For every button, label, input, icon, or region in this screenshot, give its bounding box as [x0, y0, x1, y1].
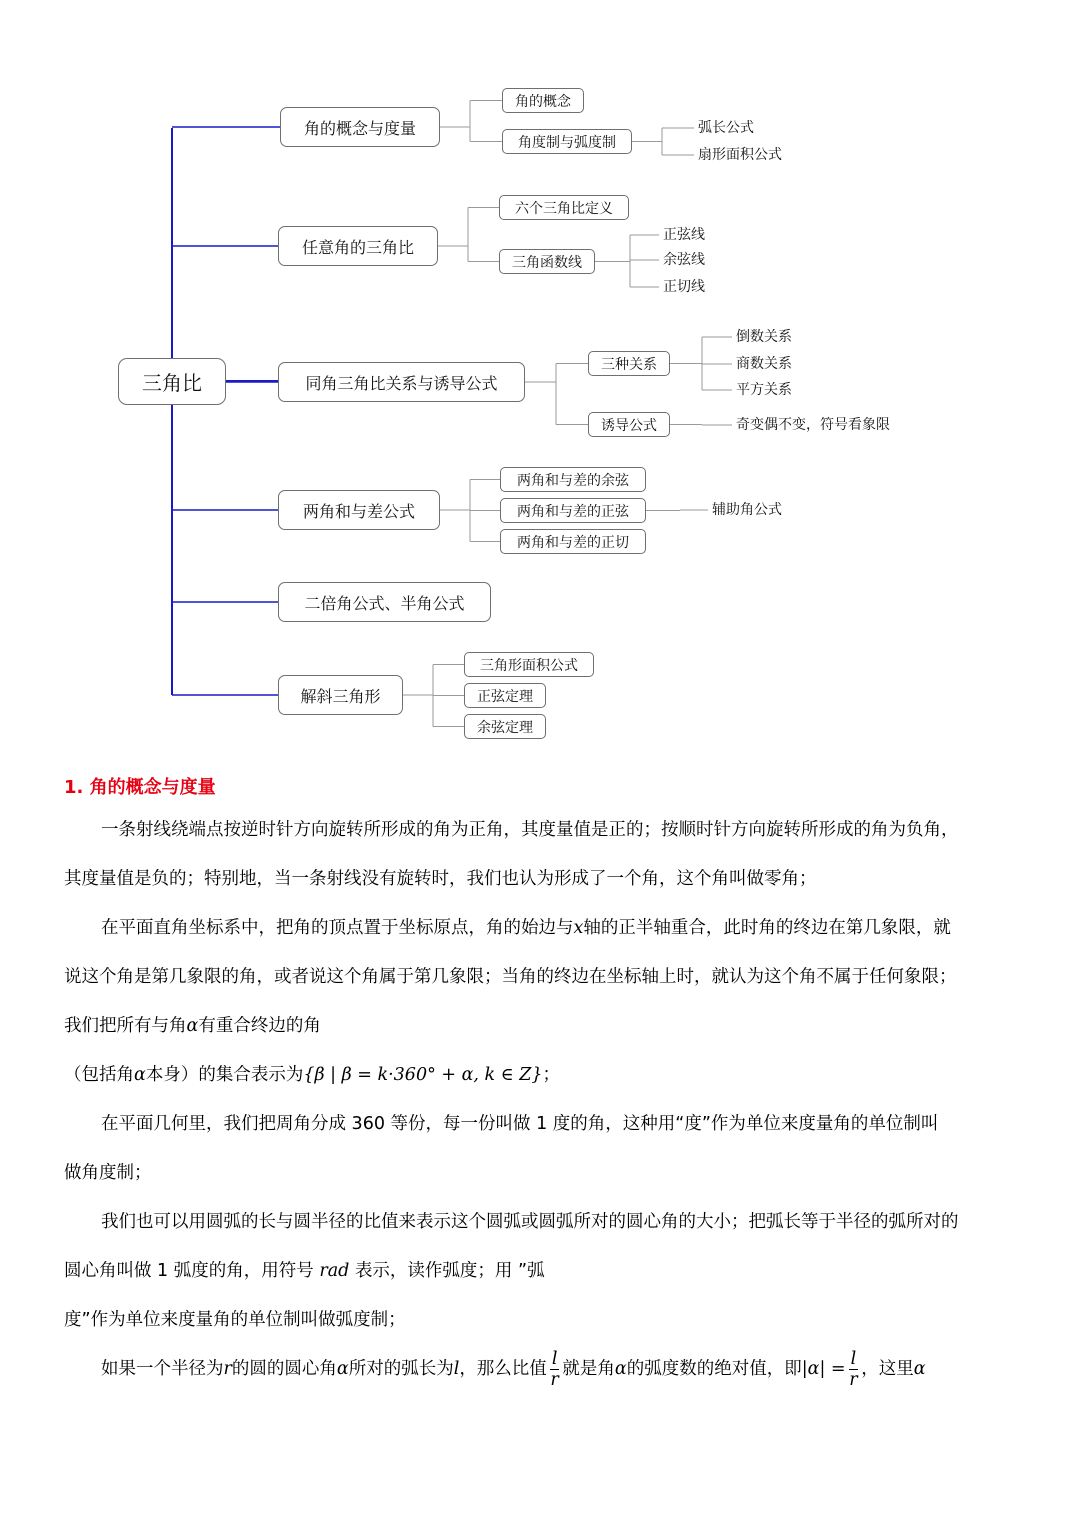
paragraph-3: [64, 1051, 1032, 1100]
root-node: 三角比: [118, 358, 226, 405]
math-abs-alpha: |α| =: [801, 1359, 846, 1379]
paragraph-6: [64, 1345, 1032, 1394]
paragraph-4b: 做角度制；: [64, 1163, 152, 1183]
leaf-node: 辅助角公式: [712, 502, 782, 518]
text: 有重合终边的角: [198, 1016, 321, 1036]
leaf-node: 扇形面积公式: [698, 147, 782, 163]
paragraph-1a: 一条射线绕端点按逆时针方向旋转所形成的角为正角，其度量值是正的；按顺时针方向旋转所形成的角为负角，: [101, 820, 959, 840]
text: 我们把所有与角: [64, 1016, 187, 1036]
text: 在平面直角坐标系中，把角的顶点置于坐标原点，角的始边与: [101, 918, 574, 938]
paragraph-4a: 在平面几何里，我们把周角分成 360 等份，每一份叫做 1 度的角，这种用“度”作为单位来度量角的单位制叫: [101, 1114, 939, 1134]
math-alpha: α: [336, 1359, 349, 1379]
text: 如果一个半径为: [101, 1359, 224, 1379]
section-text: [64, 770, 1032, 1394]
fraction-l-over-r: [849, 1349, 859, 1390]
text: （包括角: [64, 1065, 134, 1085]
leaf-node: 商数关系: [736, 356, 792, 372]
leaf-node: 奇变偶不变，符号看象限: [736, 417, 890, 433]
paragraph-5c: 度”作为单位来度量角的单位制叫做弧度制；: [64, 1310, 406, 1330]
branch-node: 同角三角比关系与诱导公式: [278, 362, 525, 402]
sub-node: 诱导公式: [588, 412, 670, 437]
text: 的弧度数的绝对值，即: [626, 1359, 802, 1379]
paragraph-2a: [64, 904, 1032, 953]
math-r: r: [223, 1359, 232, 1379]
text: 表示，读作弧度；用 ”弧: [354, 1261, 545, 1281]
text: 圆心角叫做 1 弧度的角，用符号: [64, 1261, 314, 1281]
fraction-l-over-r: [550, 1349, 560, 1390]
sub-node: 三种关系: [588, 351, 670, 376]
branch-node: 两角和与差公式: [278, 490, 440, 530]
branch-node: 解斜三角形: [278, 675, 403, 715]
paragraph-1b: 其度量值是负的；特别地，当一条射线没有旋转时，我们也认为形成了一个角，这个角叫做零角；: [64, 869, 817, 889]
sub-node: 两角和与差的正弦: [500, 498, 646, 523]
paragraph-5b: [64, 1247, 1032, 1296]
paragraph-2b: 说这个角是第几象限的角，或者说这个角属于第几象限；当角的终边在坐标轴上时，就认为这个角不属于任何象限；: [64, 967, 957, 987]
sub-node: 六个三角比定义: [499, 195, 629, 220]
sub-node: 两角和与差的正切: [500, 529, 646, 554]
sub-node: 两角和与差的余弦: [500, 467, 646, 492]
math-alpha: α: [913, 1359, 926, 1379]
math-alpha: α: [134, 1065, 146, 1085]
sub-node: 余弦定理: [464, 714, 546, 739]
sub-node: 正弦定理: [464, 683, 546, 708]
section-heading: 1. 角的概念与度量: [64, 777, 216, 798]
text: ；: [542, 1065, 561, 1085]
text: ，这里: [861, 1359, 914, 1379]
math-l: l: [453, 1359, 460, 1379]
fraction-denominator: r: [550, 1369, 559, 1390]
text: 就是角: [562, 1359, 615, 1379]
math-rad: rad: [319, 1261, 350, 1281]
leaf-node: 弧长公式: [698, 120, 754, 136]
sub-node: 角度制与弧度制: [502, 129, 632, 154]
text: ，那么比值: [459, 1359, 547, 1379]
paragraph-2c: [64, 1002, 1032, 1051]
text: 轴的正半轴重合，此时角的终边在第几象限，就: [583, 918, 951, 938]
math-set-formula: {β | β = k·360° + α, k ∈ Z}: [303, 1065, 543, 1085]
fraction-numerator: l: [551, 1348, 558, 1369]
leaf-node: 正弦线: [663, 227, 705, 243]
fraction-denominator: r: [849, 1369, 858, 1390]
branch-node: 二倍角公式、半角公式: [278, 582, 491, 622]
leaf-node: 正切线: [663, 279, 705, 295]
leaf-node: 平方关系: [736, 382, 792, 398]
paragraph-5a: 我们也可以用圆弧的长与圆半径的比值来表示这个圆弧或圆弧所对的圆心角的大小；把弧长等于半径的弧所对的: [101, 1212, 959, 1232]
leaf-node: 余弦线: [663, 252, 705, 268]
branch-node: 角的概念与度量: [280, 107, 440, 147]
sub-node: 三角函数线: [499, 249, 595, 274]
sub-node: 角的概念: [502, 88, 584, 113]
text: 本身）的集合表示为: [145, 1065, 304, 1085]
leaf-node: 倒数关系: [736, 329, 792, 345]
sub-node: 三角形面积公式: [464, 652, 594, 677]
math-alpha: α: [186, 1016, 199, 1036]
math-x: x: [573, 918, 584, 938]
text: 的圆的圆心角: [231, 1359, 337, 1379]
text: 所对的弧长为: [348, 1359, 454, 1379]
fraction-numerator: l: [850, 1348, 857, 1369]
math-alpha: α: [614, 1359, 627, 1379]
branch-node: 任意角的三角比: [278, 226, 438, 266]
